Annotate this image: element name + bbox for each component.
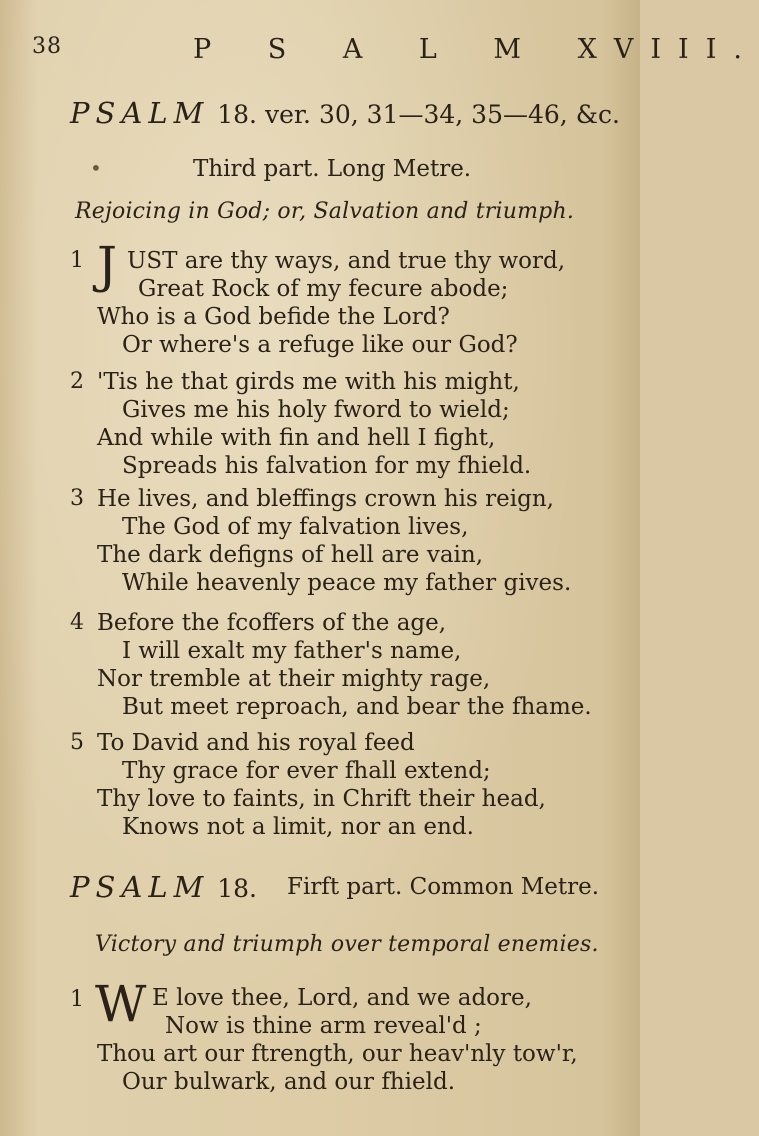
verse-number: 3	[70, 486, 84, 511]
verse-line: Who is a God befide the Lord?	[97, 304, 450, 330]
psalm-label: PSALM	[70, 96, 210, 130]
verse-line: He lives, and bleffings crown his reign,	[97, 486, 554, 512]
verse-line: Thy grace for ever fhall extend;	[122, 758, 491, 784]
drop-cap: W	[95, 975, 147, 1033]
ink-mark: •	[90, 156, 102, 180]
verse-line: I will exalt my father's name,	[122, 638, 462, 664]
verse-line: E love thee, Lord, and we adore,	[152, 985, 532, 1011]
verse-line: Great Rock of my fecure abode;	[138, 276, 509, 302]
section-argument: Rejoicing in God; or, Salvation and triumph.	[75, 199, 575, 224]
section-argument: Victory and triumph over temporal enemies.	[95, 932, 599, 957]
verse-line: Our bulwark, and our fhield.	[122, 1069, 456, 1095]
verse-line: But meet reproach, and bear the fhame.	[122, 694, 592, 720]
verse-line: Knows not a limit, nor an end.	[122, 814, 474, 840]
psalm-reference: 18.	[217, 874, 257, 903]
page-number: 38	[32, 34, 62, 59]
verse-line: Or where's a refuge like our God?	[122, 332, 518, 358]
verse-number: 4	[70, 610, 84, 635]
verse-line: Now is thine arm reveal'd ;	[165, 1013, 482, 1039]
verse-line: While heavenly peace my father gives.	[122, 570, 572, 596]
psalm-label: PSALM	[70, 870, 210, 904]
verse-line: The dark defigns of hell are vain,	[97, 542, 484, 568]
verse-line: Thou art our ftrength, our heav'nly tow'r,	[97, 1041, 578, 1067]
drop-cap: J	[97, 236, 118, 294]
verse-line: UST are thy ways, and true thy word,	[127, 248, 566, 274]
psalm-heading	[70, 96, 620, 130]
verse-number: 5	[70, 730, 84, 755]
psalm-reference: 18. ver. 30, 31—34, 35—46, &c.	[217, 100, 620, 129]
verse-line: Nor tremble at their mighty rage,	[97, 666, 491, 692]
verse-line: Gives me his holy fword to wield;	[122, 397, 510, 423]
verse-line: To David and his royal feed	[97, 730, 415, 756]
psalm-heading	[70, 870, 257, 904]
verse-line: The God of my falvation lives,	[122, 514, 469, 540]
verse-line: Thy love to faints, in Chrift their head,	[97, 786, 546, 812]
verse-number: 1	[70, 248, 84, 273]
verse-line: And while with fin and hell I fight,	[97, 425, 496, 451]
section-subtitle: Firft part. Common Metre.	[287, 874, 600, 900]
verse-number: 2	[70, 369, 84, 394]
running-title: P S A L M XVIII.	[193, 34, 759, 65]
section-subtitle: Third part. Long Metre.	[193, 156, 472, 182]
verse-line: Spreads his falvation for my fhield.	[122, 453, 532, 479]
verse-number: 1	[70, 987, 84, 1012]
verse-line: Before the fcoffers of the age,	[97, 610, 447, 636]
verse-line: 'Tis he that girds me with his might,	[97, 369, 520, 395]
